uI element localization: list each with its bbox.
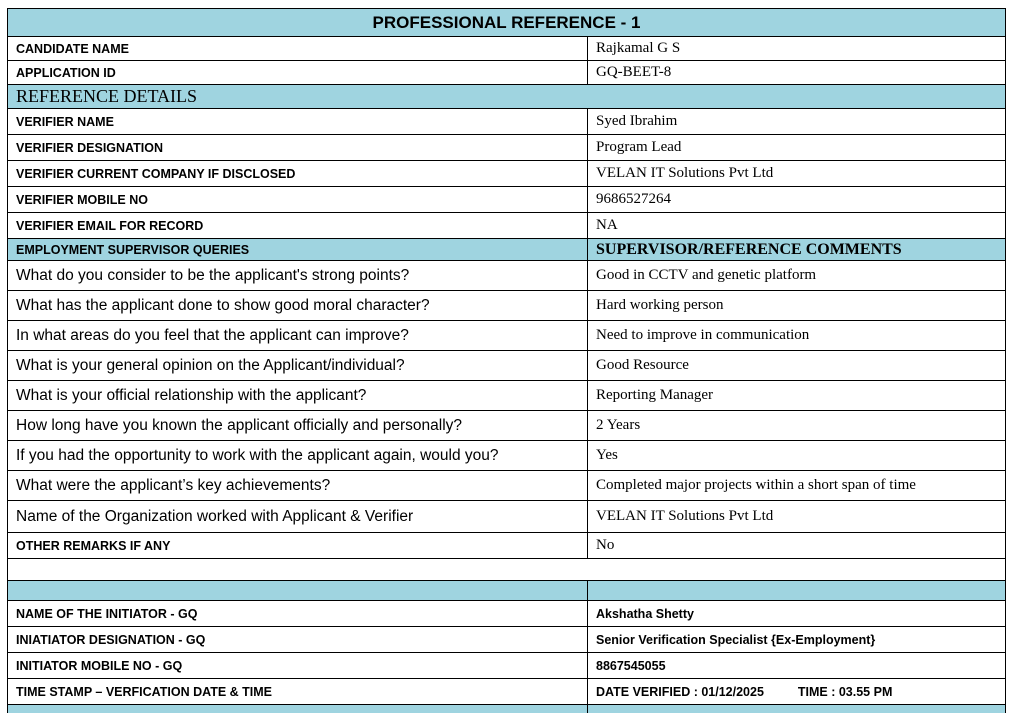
verifier-email-value: NA — [588, 213, 1006, 239]
verifier-company-value: VELAN IT Solutions Pvt Ltd — [588, 161, 1006, 187]
candidate-name-label: CANDIDATE NAME — [8, 37, 588, 61]
query-answer: VELAN IT Solutions Pvt Ltd — [588, 501, 1006, 533]
table-row — [8, 261, 1006, 291]
timestamp-value — [588, 679, 1006, 705]
initiator-designation-label: INIATIATOR DESIGNATION - GQ — [8, 627, 588, 653]
reference-form — [7, 8, 1006, 713]
verifier-company-label: VERIFIER CURRENT COMPANY IF DISCLOSED — [8, 161, 588, 187]
bottom-band-left — [8, 705, 588, 713]
query-answer: 2 Years — [588, 411, 1006, 441]
verifier-mobile-value: 9686527264 — [588, 187, 1006, 213]
initiator-mobile-label: INITIATOR MOBILE NO - GQ — [8, 653, 588, 679]
table-row — [8, 471, 1006, 501]
query-question: How long have you known the applicant officially and personally? — [8, 411, 588, 441]
other-remarks-label: OTHER REMARKS IF ANY — [8, 533, 588, 559]
query-answer: Good Resource — [588, 351, 1006, 381]
timestamp-label: TIME STAMP – VERFICATION DATE & TIME — [8, 679, 588, 705]
query-answer: Good in CCTV and genetic platform — [588, 261, 1006, 291]
table-row — [8, 381, 1006, 411]
initiator-band-right — [588, 581, 1006, 601]
table-row — [8, 411, 1006, 441]
query-question: What do you consider to be the applicant's strong points? — [8, 261, 588, 291]
page-title: PROFESSIONAL REFERENCE - 1 — [8, 9, 1006, 37]
verifier-email-label: VERIFIER EMAIL FOR RECORD — [8, 213, 588, 239]
query-question: If you had the opportunity to work with the applicant again, would you? — [8, 441, 588, 471]
table-row — [8, 351, 1006, 381]
blank-row — [8, 559, 1006, 581]
query-question: What is your official relationship with the applicant? — [8, 381, 588, 411]
table-row — [8, 291, 1006, 321]
reference-details-header: REFERENCE DETAILS — [8, 85, 1006, 109]
initiator-name-label: NAME OF THE INITIATOR - GQ — [8, 601, 588, 627]
queries-header-right: SUPERVISOR/REFERENCE COMMENTS — [588, 239, 1006, 261]
queries-header-left: EMPLOYMENT SUPERVISOR QUERIES — [8, 239, 588, 261]
initiator-designation-value: Senior Verification Specialist {Ex-Employment} — [588, 627, 1006, 653]
verifier-mobile-label: VERIFIER MOBILE NO — [8, 187, 588, 213]
query-answer: Reporting Manager — [588, 381, 1006, 411]
verified-time: TIME : 03.55 PM — [797, 684, 893, 699]
candidate-name-value: Rajkamal G S — [588, 37, 1006, 61]
application-id-label: APPLICATION ID — [8, 61, 588, 85]
query-question: What has the applicant done to show good moral character? — [8, 291, 588, 321]
query-answer: Completed major projects within a short span of time — [588, 471, 1006, 501]
query-answer: Yes — [588, 441, 1006, 471]
query-question: Name of the Organization worked with Applicant & Verifier — [8, 501, 588, 533]
table-row — [8, 441, 1006, 471]
initiator-mobile-value: 8867545055 — [588, 653, 1006, 679]
query-answer: Need to improve in communication — [588, 321, 1006, 351]
verifier-designation-value: Program Lead — [588, 135, 1006, 161]
query-answer: Hard working person — [588, 291, 1006, 321]
bottom-band-right — [588, 705, 1006, 713]
verifier-name-label: VERIFIER NAME — [8, 109, 588, 135]
initiator-name-value: Akshatha Shetty — [588, 601, 1006, 627]
verifier-designation-label: VERIFIER DESIGNATION — [8, 135, 588, 161]
other-remarks-value: No — [588, 533, 1006, 559]
table-row — [8, 321, 1006, 351]
verified-date: DATE VERIFIED : 01/12/2025 — [596, 684, 764, 699]
query-question: What were the applicant’s key achievements? — [8, 471, 588, 501]
verifier-name-value: Syed Ibrahim — [588, 109, 1006, 135]
query-question: What is your general opinion on the Applicant/individual? — [8, 351, 588, 381]
query-question: In what areas do you feel that the applicant can improve? — [8, 321, 588, 351]
table-row — [8, 501, 1006, 533]
initiator-band-left — [8, 581, 588, 601]
application-id-value: GQ-BEET-8 — [588, 61, 1006, 85]
